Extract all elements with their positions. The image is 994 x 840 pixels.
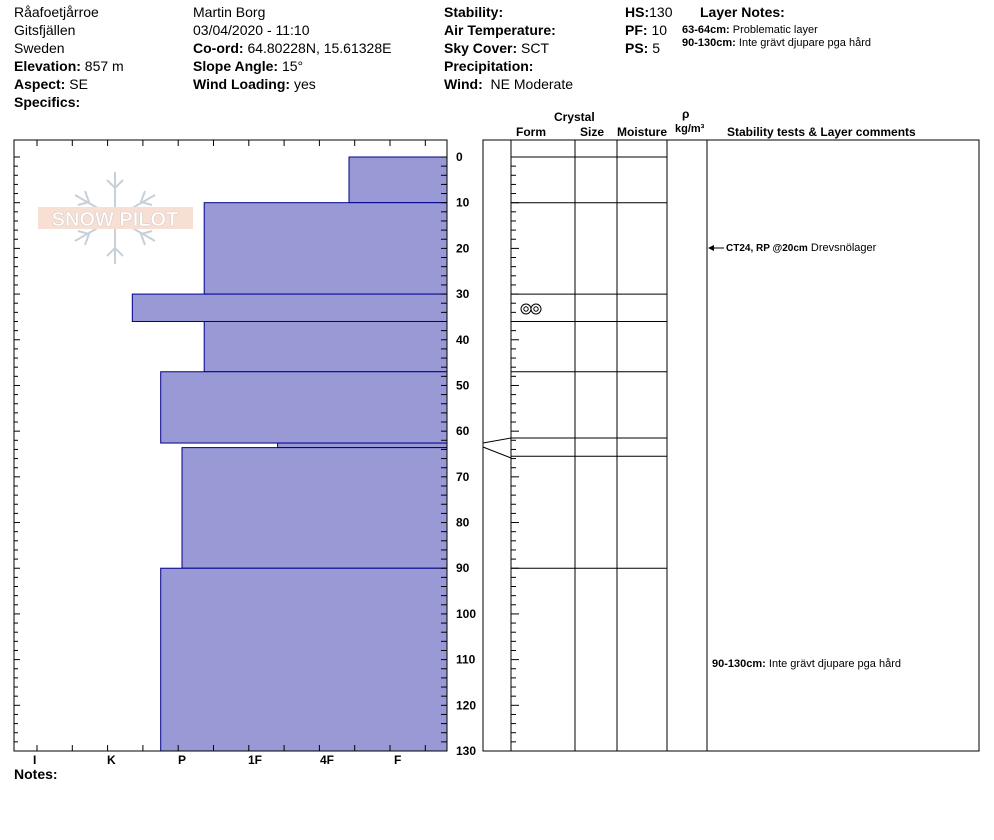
form-header: Form — [516, 125, 546, 139]
slope-angle-row: Slope Angle: 15° — [193, 58, 304, 74]
stability-comments-header: Stability tests & Layer comments — [727, 125, 916, 139]
hardness-bar-1 — [204, 203, 447, 294]
depth-tick-label: 50 — [456, 378, 470, 393]
hardness-bar-4 — [161, 372, 447, 443]
stability-test-arrow — [708, 245, 724, 251]
depth-tick-label: 100 — [456, 606, 477, 621]
precipitation-row: Precipitation: — [444, 58, 534, 74]
snowpilot-logo-text: SNOW PILOT — [51, 209, 179, 231]
notes-label: Notes: — [14, 766, 58, 782]
specifics-row: Specifics: — [14, 94, 81, 110]
stability-row: Stability: — [444, 4, 504, 20]
depth-tick-label: 30 — [456, 287, 470, 302]
hardness-bar-2 — [132, 294, 447, 321]
density-unit-header: kg/m³ — [675, 123, 705, 135]
crystal-form-rounded-icon — [521, 304, 541, 314]
location-range: Gitsfjällen — [14, 22, 76, 38]
moisture-header: Moisture — [617, 125, 668, 139]
hardness-label-k: K — [107, 753, 116, 767]
sky-cover-row: Sky Cover: SCT — [444, 40, 550, 56]
hs-row: HS:130 — [625, 4, 673, 20]
aspect-row: Aspect: SE — [14, 76, 88, 92]
rho-header: ρ — [682, 107, 690, 121]
depth-tick-label: 0 — [456, 150, 463, 164]
location-country: Sweden — [14, 40, 65, 56]
hardness-label-1f: 1F — [248, 753, 263, 767]
datetime: 03/04/2020 - 11:10 — [193, 22, 310, 38]
depth-tick-label: 110 — [456, 652, 476, 667]
location-name: Råafoetjårroe — [14, 4, 99, 20]
hardness-label-i: I — [33, 753, 37, 767]
snowpilot-logo — [38, 172, 193, 264]
depth-tick-label: 80 — [456, 515, 470, 530]
depth-tick-label: 90 — [456, 561, 470, 576]
hardness-bar-6 — [182, 448, 447, 569]
depth-tick-label: 130 — [456, 744, 477, 758]
hardness-bar-7 — [161, 568, 447, 751]
depth-tick-label: 40 — [456, 332, 470, 347]
thin-layer-connector — [483, 438, 511, 458]
depth-tick-label: 70 — [456, 469, 470, 484]
stability-test-label: CT24, RP @20cm Drevsnölager — [726, 242, 877, 254]
hardness-bar-0 — [349, 157, 447, 203]
depth-tick-label: 10 — [456, 195, 470, 210]
hardness-label-f: F — [394, 753, 402, 767]
ps-row: PS: 5 — [625, 40, 661, 56]
observer: Martin Borg — [193, 4, 266, 20]
hardness-bar-3 — [204, 321, 447, 371]
pf-row: PF: 10 — [625, 22, 668, 38]
layer-notes-title: Layer Notes: — [700, 4, 785, 20]
layer-comment-90-130: 90-130cm: Inte grävt djupare pga hård — [712, 658, 901, 670]
size-header: Size — [580, 125, 605, 139]
wind-loading-row: Wind Loading: yes — [193, 76, 316, 92]
wind-row: Wind: NE Moderate — [444, 76, 574, 92]
layer-note-1: 63-64cm: Problematic layer — [682, 24, 818, 36]
depth-tick-label: 60 — [456, 424, 470, 439]
depth-tick-label: 20 — [456, 241, 470, 256]
hardness-label-p: P — [178, 753, 187, 767]
crystal-header: Crystal — [554, 110, 595, 124]
elevation-row: Elevation: 857 m — [14, 58, 124, 74]
coord-row: Co-ord: 64.80228N, 15.61328E — [193, 40, 392, 56]
air-temperature-row: Air Temperature: — [444, 22, 556, 38]
hardness-bar-5 — [278, 443, 447, 448]
depth-tick-label: 120 — [456, 698, 477, 713]
layer-note-2: 90-130cm: Inte grävt djupare pga hård — [682, 37, 871, 49]
hardness-label-4f: 4F — [320, 753, 335, 767]
